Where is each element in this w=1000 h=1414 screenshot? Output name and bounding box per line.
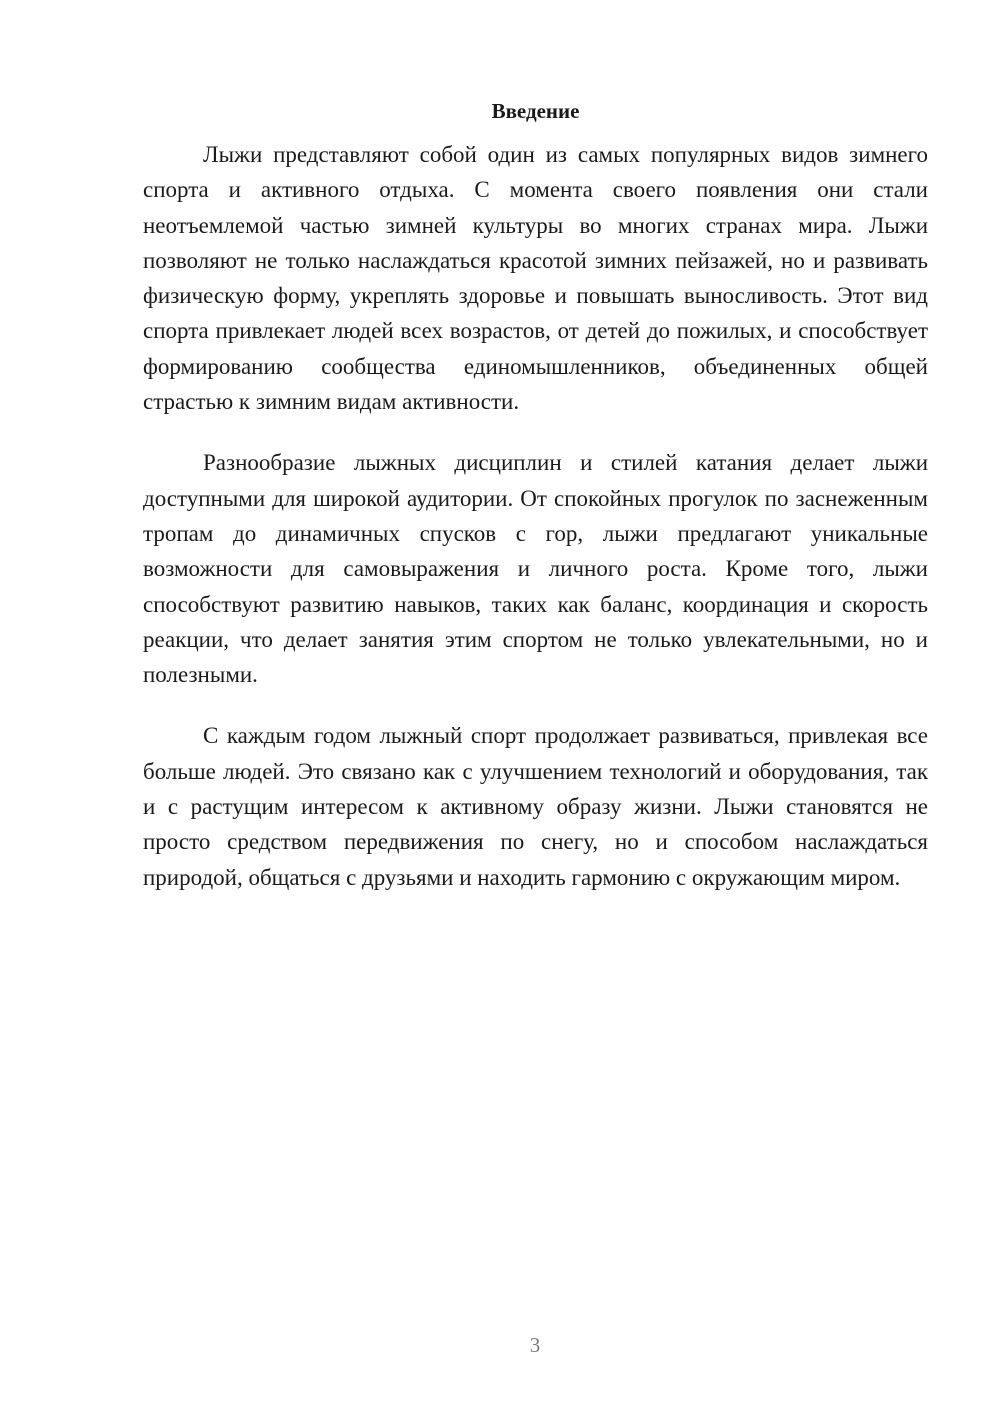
page-number: 3 xyxy=(529,1333,541,1357)
page-content xyxy=(143,95,928,921)
paragraph-3: С каждым годом лыжный спорт продолжает развиваться, привлекая все больше людей. Это связано как с улучшением технологий и оборудования, так и с растущим интересом к активному образу жизни. Лыжи становятся не просто средством передвижения по снегу, но и способом наслаждаться природой, общаться с друзьями и находить гармонию с окружающим миром. xyxy=(143,723,928,890)
section-title: Введение xyxy=(491,99,580,123)
paragraph-2: Разнообразие лыжных дисциплин и стилей катания делает лыжи доступными для широкой аудитории. От спокойных прогулок по заснеженным тропам до динамичных спусков с гор, лыжи предлагают уникальные возможности для самовыражения и личного роста. Кроме того, лыжи способствуют развитию навыков, таких как баланс, координация и скорость реакции, что делает занятия этим спортом не только увлекательными, но и полезными. xyxy=(143,450,928,688)
paragraph-1: Лыжи представляют собой один из самых популярных видов зимнего спорта и активного отдыха. С момента своего появления они стали неотъемлемой частью зимней культуры во многих странах мира. Лыжи позволяют не только наслаждаться красотой зимних пейзажей, но и развивать физическую форму, укреплять здоровье и повышать выносливость. Этот вид спорта привлекает людей всех возрастов, от детей до пожилых, и способствует формированию сообщества единомышленников, объединенных общей страстью к зимним видам активности. xyxy=(143,142,928,415)
